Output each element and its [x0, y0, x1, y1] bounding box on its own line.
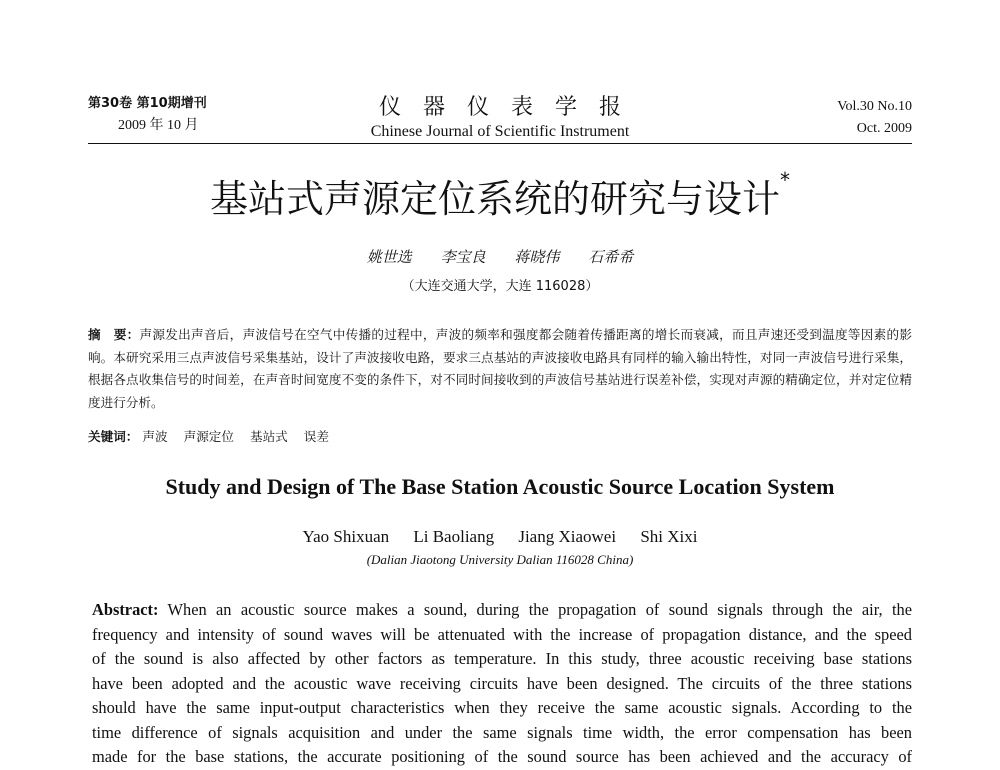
authors-cn	[0, 246, 1000, 267]
abstract-en-label: Abstract:	[92, 600, 159, 619]
author-cn: 蒋晓伟	[514, 248, 560, 266]
affiliation-cn: （大连交通大学，大连 116028）	[401, 279, 599, 294]
title-cn-text: 基站式声源定位系统的研究与设计	[209, 177, 780, 221]
affiliation-en: (Dalian Jiaotong University Dalian 116028 China)	[366, 552, 634, 567]
title-footnote-mark: *	[780, 168, 790, 192]
volume-issue-cn: 第30卷 第10期增刊	[88, 96, 207, 111]
keywords-cn-label: 关键词：	[88, 429, 139, 444]
header-rule	[88, 143, 912, 144]
abstract-en-line-text: When an acoustic source makes a sound, during the propagation of sound signals through the air, the	[167, 600, 912, 619]
journal-name-cn: 仪器仪表学报	[378, 95, 643, 120]
abstract-cn-label: 摘 要：	[88, 327, 140, 342]
abstract-cn-line: 声波信号基站进行误差补偿，实现对声源的精确定位，并对定位精度进行分析。	[88, 372, 913, 410]
author-en: Shi Xixi	[640, 527, 698, 546]
abstract-en-line: should have the same input-output characteristics when they receive the same acoustic signals. According to the	[92, 698, 912, 717]
journal-name-en: Chinese Journal of Scientific Instrument	[370, 123, 630, 140]
abstract-en-line: made for the base stations, the accurate positioning of the sound source has been achieved and the accuracy of	[92, 747, 912, 766]
author-en: Li Baoliang	[413, 527, 495, 546]
title-en: Study and Design of The Base Station Acoustic Source Location System	[165, 474, 835, 499]
abstract-cn-line: 受到温度等因素的影响。本研究采用三点声波信号采集基站，设计了声波接收电路，要求三点基站的声波接收电路具有同样的	[88, 327, 913, 365]
volume-number-en: Vol.30 No.10	[837, 99, 912, 114]
author-cn: 姚世选	[366, 248, 412, 266]
author-cn: 石希希	[588, 248, 634, 266]
abstract-cn-line: 输入输出特性，对同一声波信号进行采集，根据各点收集信号的时间差，在声音时间宽度不变的条件下，对不同时间接收到的	[88, 349, 913, 387]
authors-en	[0, 527, 1000, 547]
volume-issue-en	[837, 96, 912, 140]
journal-name	[88, 90, 912, 141]
abstract-en-line: frequency and intensity of sound waves will be attenuated with the increase of propagation distance, and the speed	[92, 624, 912, 644]
abstract-en	[92, 598, 912, 770]
author-cn: 李宝良	[440, 248, 486, 266]
title-cn	[0, 168, 1000, 223]
abstract-cn	[88, 324, 912, 414]
abstract-en-line	[92, 598, 912, 623]
abstract-en-line: time difference of signals acquisition and under the same signals time width, the error compensation has been	[92, 722, 912, 742]
abstract-cn-line: 声源发出声音后，声波信号在空气中传播的过程中，声波的频率和强度都会随着传播距离的增长而衰减，而且声速还	[139, 327, 797, 342]
author-en: Jiang Xiaowei	[518, 527, 617, 546]
keyword-cn: 误差	[303, 429, 329, 444]
publication-date-cn: 2009 年 10 月	[118, 118, 199, 133]
abstract-en-line: have been adopted and the acoustic wave receiving circuits have been designed. The circuits of the three stations	[92, 673, 912, 693]
publication-date-en: Oct. 2009	[856, 121, 912, 136]
keyword-cn: 基站式	[249, 429, 288, 444]
keyword-cn: 声源定位	[183, 429, 234, 444]
keyword-cn: 声波	[142, 429, 168, 444]
author-en: Yao Shixuan	[302, 527, 390, 546]
running-header	[88, 94, 912, 144]
abstract-en-line: of the sound is also affected by other factors as temperature. In this study, three acoustic receiving base stations	[92, 649, 912, 668]
keywords-cn	[88, 426, 912, 445]
